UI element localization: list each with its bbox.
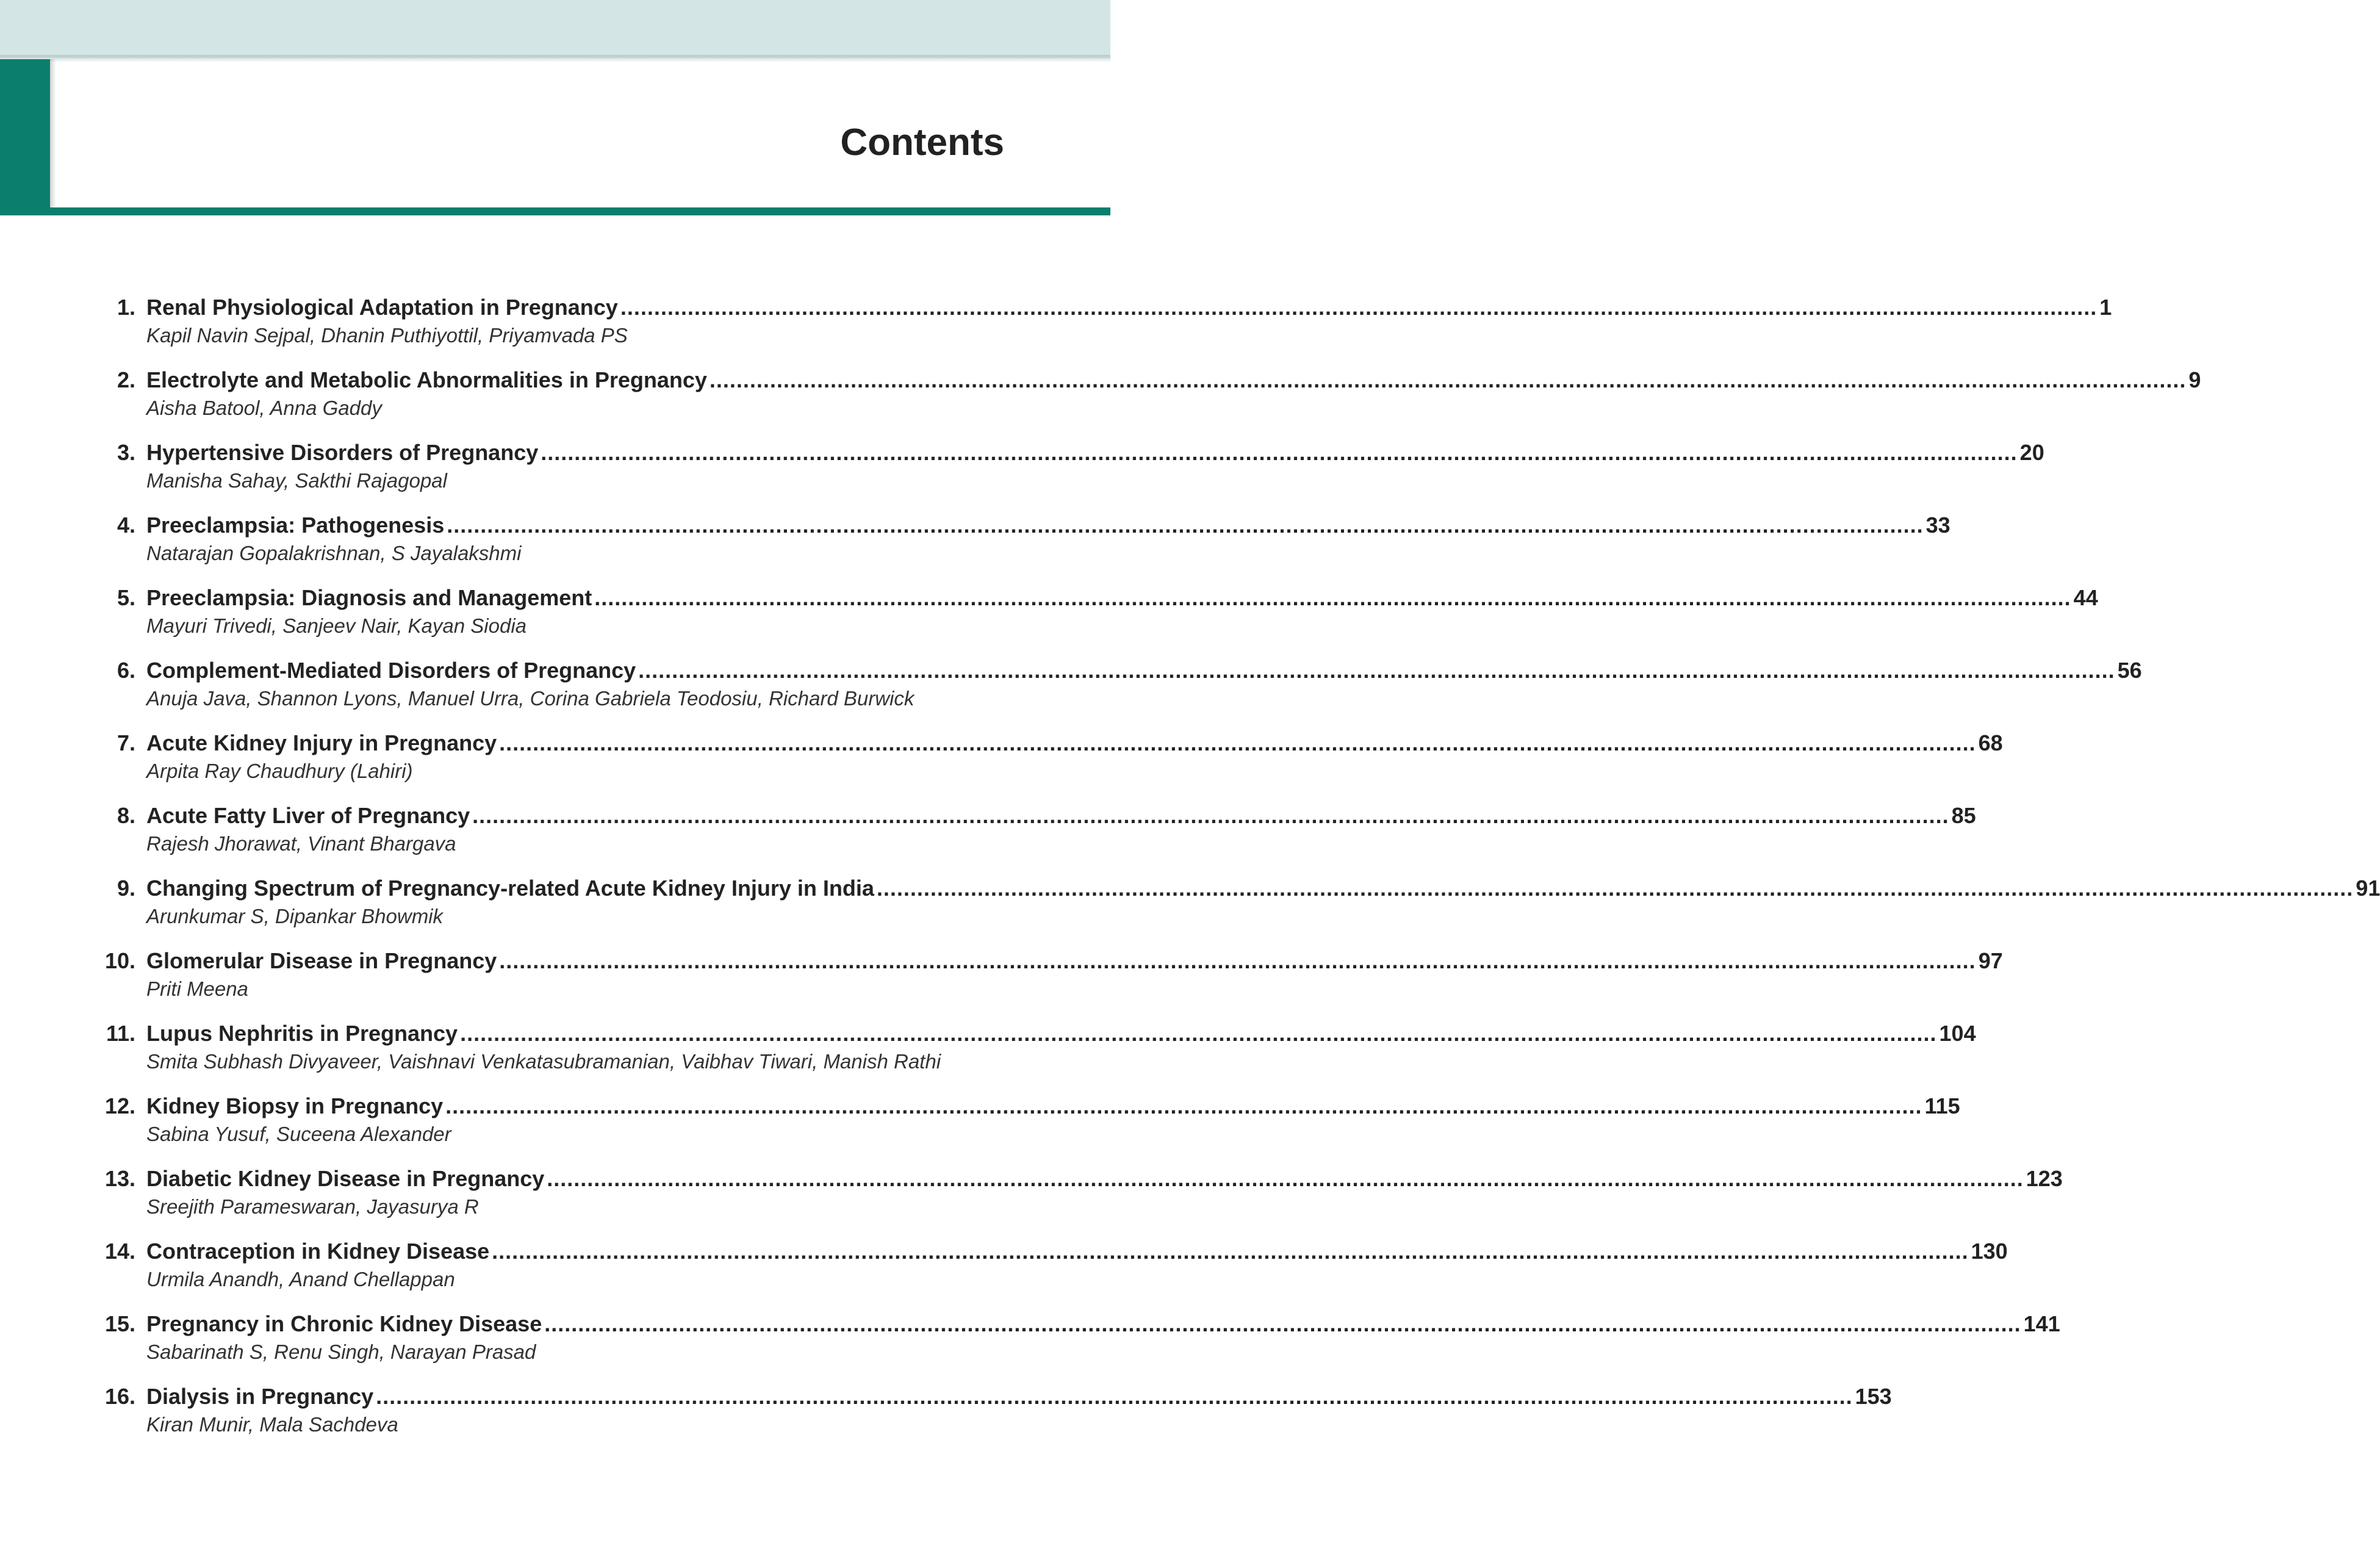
chapter-line [146,364,2201,396]
toc-entry[interactable] [98,1381,1892,1453]
chapter-authors: Manisha Sahay, Sakthi Rajagopal [146,469,447,492]
chapter-authors: Kiran Munir, Mala Sachdeva [146,1413,398,1436]
page-number[interactable]: 56 [2117,658,2142,683]
toc-entry[interactable] [98,1163,2063,1236]
chapter-title[interactable]: Hypertensive Disorders of Pregnancy [146,440,539,465]
page-number[interactable]: 104 [1939,1021,1976,1046]
toc-entry[interactable] [98,1308,2060,1381]
chapter-number: 5. [117,585,135,610]
dot-leader: ............................................................................................................................................................................................................................ [541,440,2018,465]
chapter-title[interactable]: Pregnancy in Chronic Kidney Disease [146,1311,542,1336]
chapter-authors: Sreejith Parameswaran, Jayasurya R [146,1195,479,1218]
page-number[interactable]: 97 [1978,948,2003,973]
chapter-title[interactable]: Diabetic Kidney Disease in Pregnancy [146,1166,545,1191]
chapter-title[interactable]: Dialysis in Pregnancy [146,1384,374,1409]
toc-entry[interactable] [98,1236,2008,1308]
page-number[interactable]: 20 [2019,440,2044,465]
chapter-title[interactable]: Contraception in Kidney Disease [146,1239,490,1264]
dot-leader: ............................................................................................................................................................................................................................ [447,513,1924,538]
chapter-line [146,1090,1960,1122]
chapter-number: 10. [104,948,135,973]
chapter-number: 14. [104,1239,135,1264]
page-number[interactable]: 123 [2026,1166,2063,1191]
header-accent-shadow [50,59,56,208]
chapter-number: 3. [117,440,135,465]
chapter-number: 4. [117,513,135,538]
header-band-shadow [0,55,1110,62]
page-number[interactable]: 44 [2073,585,2098,610]
dot-leader: ............................................................................................................................................................................................................................ [460,1021,1937,1046]
toc-entry[interactable] [98,655,2142,727]
header-accent-bar [0,59,50,215]
chapter-line [146,1163,2063,1195]
chapter-title[interactable]: Glomerular Disease in Pregnancy [146,948,497,973]
chapter-authors: Kapil Navin Sejpal, Dhanin Puthiyottil, Priyamvada PS [146,324,628,347]
toc-entry[interactable] [98,437,2044,509]
chapter-title[interactable]: Lupus Nephritis in Pregnancy [146,1021,458,1046]
page-number[interactable]: 68 [1978,730,2003,755]
page-number[interactable]: 115 [1924,1093,1960,1118]
page-number[interactable]: 9 [2188,367,2201,392]
chapter-number: 2. [117,367,135,392]
dot-leader: ............................................................................................................................................................................................................................ [499,948,1976,973]
chapter-authors: Arpita Ray Chaudhury (Lahiri) [146,760,413,782]
toc-entry[interactable] [98,1018,1976,1090]
chapter-title[interactable]: Acute Fatty Liver of Pregnancy [146,803,470,828]
chapter-line [146,582,2098,614]
chapter-line [146,1018,1976,1049]
chapter-number: 9. [117,876,135,901]
chapter-authors: Rajesh Jhorawat, Vinant Bhargava [146,832,456,855]
chapter-line [146,873,2380,904]
toc-entry[interactable] [98,509,1950,582]
toc-entry[interactable] [98,727,2003,800]
chapter-authors: Sabarinath S, Renu Singh, Narayan Prasad [146,1341,536,1363]
toc-entry[interactable] [98,945,2003,1018]
chapter-title[interactable]: Acute Kidney Injury in Pregnancy [146,730,497,755]
page-number[interactable]: 141 [2023,1311,2060,1336]
chapter-authors: Mayuri Trivedi, Sanjeev Nair, Kayan Siodia [146,614,527,637]
chapter-number: 8. [117,803,135,828]
header-band [0,0,1110,58]
chapter-title[interactable]: Preeclampsia: Diagnosis and Management [146,585,592,610]
chapter-authors: Priti Meena [146,977,248,1000]
chapter-line [146,437,2044,469]
chapter-number: 12. [104,1093,135,1118]
toc-entry[interactable] [98,873,2380,945]
chapter-number: 13. [104,1166,135,1191]
chapter-line [146,1381,1892,1413]
dot-leader: ............................................................................................................................................................................................................................ [445,1093,1922,1118]
dot-leader: ............................................................................................................................................................................................................................ [594,585,2071,610]
chapter-number: 16. [104,1384,135,1409]
chapter-number: 7. [117,730,135,755]
chapter-line [146,945,2003,977]
chapter-authors: Aisha Batool, Anna Gaddy [146,397,382,419]
chapter-line [146,800,1976,832]
header-rule [0,207,1110,215]
chapter-authors: Sabina Yusuf, Suceena Alexander [146,1123,451,1145]
chapter-number: 15. [104,1311,135,1336]
chapter-authors: Arunkumar S, Dipankar Bhowmik [146,905,444,927]
toc-entry[interactable] [98,364,2201,437]
chapter-line [146,509,1950,541]
toc-entry[interactable] [98,800,1976,873]
chapter-line [146,292,2112,323]
page-number[interactable]: 33 [1925,513,1950,538]
chapter-title[interactable]: Electrolyte and Metabolic Abnormalities in Pregnancy [146,367,707,392]
chapter-authors: Anuja Java, Shannon Lyons, Manuel Urra, Corina Gabriela Teodosiu, Richard Burwick [146,687,915,710]
dot-leader: ............................................................................................................................................................................................................................ [492,1239,1969,1264]
dot-leader: ............................................................................................................................................................................................................................ [876,876,2354,901]
chapter-title[interactable]: Kidney Biopsy in Pregnancy [146,1093,444,1118]
chapter-authors: Natarajan Gopalakrishnan, S Jayalakshmi [146,542,522,564]
toc-entry[interactable] [98,1090,1960,1163]
toc-entry[interactable] [98,292,2112,364]
dot-leader: ............................................................................................................................................................................................................................ [620,295,2098,320]
dot-leader: ............................................................................................................................................................................................................................ [638,658,2115,683]
page-number[interactable]: 153 [1855,1384,1892,1409]
dot-leader: ............................................................................................................................................................................................................................ [709,367,2187,392]
dot-leader: ............................................................................................................................................................................................................................ [472,803,1949,828]
dot-leader: ............................................................................................................................................................................................................................ [376,1384,1853,1409]
chapter-number: 1. [117,295,135,320]
chapter-line [146,1308,2060,1340]
chapter-number: 6. [117,658,135,683]
dot-leader: ............................................................................................................................................................................................................................ [547,1166,2024,1191]
chapter-title[interactable]: Preeclampsia: Pathogenesis [146,513,445,538]
table-of-contents [98,292,2380,1453]
chapter-authors: Urmila Anandh, Anand Chellappan [146,1268,455,1290]
chapter-title[interactable]: Renal Physiological Adaptation in Pregnancy [146,295,618,320]
chapter-line [146,1236,2008,1267]
dot-leader: ............................................................................................................................................................................................................................ [499,730,1976,755]
dot-leader: ............................................................................................................................................................................................................................ [544,1311,2021,1336]
chapter-line [146,655,2142,686]
chapter-authors: Smita Subhash Divyaveer, Vaishnavi Venkatasubramanian, Vaibhav Tiwari, Manish Rathi [146,1050,941,1073]
chapter-title[interactable]: Changing Spectrum of Pregnancy-related Acute Kidney Injury in India [146,876,874,901]
page-title: Contents [840,121,1004,164]
chapter-line [146,727,2003,759]
toc-entry[interactable] [98,582,2098,655]
chapter-number: 11. [106,1021,135,1046]
page-number[interactable]: 1 [2099,295,2112,320]
page-number[interactable]: 85 [1951,803,1976,828]
chapter-title[interactable]: Complement-Mediated Disorders of Pregnancy [146,658,636,683]
page-number[interactable]: 91 [2356,876,2380,901]
page-number[interactable]: 130 [1971,1239,2008,1264]
